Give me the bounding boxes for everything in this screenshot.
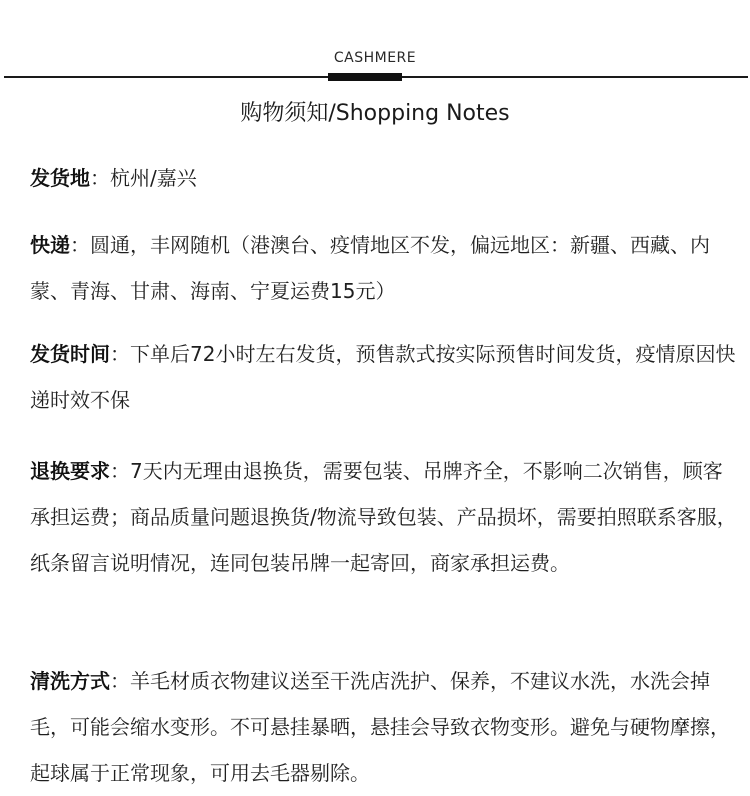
section-return-policy [30, 448, 740, 586]
section-shipping-time [30, 331, 740, 423]
section-label: 退换要求 [30, 459, 110, 483]
brand-name: CASHMERE [333, 50, 417, 66]
section-text: 下单后72小时左右发货，预售款式按实际预售时间发货，疫情原因快递时效不保 [30, 342, 736, 412]
section-label: 清洗方式 [30, 669, 110, 693]
section-label: 发货地 [30, 166, 90, 190]
section-text: 杭州/嘉兴 [110, 166, 197, 190]
section-text: 圆通，丰网随机（港澳台、疫情地区不发，偏远地区：新疆、西藏、内蒙、青海、甘肃、海南、宁夏运费15元） [30, 233, 710, 303]
section-separator: ： [90, 166, 110, 190]
section-text: 羊毛材质衣物建议送至干洗店洗护、保养，不建议水洗，水洗会掉毛，可能会缩水变形。不可悬挂暴晒，悬挂会导致衣物变形。避免与硬物摩擦，起球属于正常现象，可用去毛器剔除。 [30, 669, 730, 785]
header-rule-tab [328, 73, 402, 81]
page-title: 购物须知/Shopping Notes [240, 101, 510, 126]
section-courier [30, 222, 740, 314]
section-label: 发货时间 [30, 342, 110, 366]
section-label: 快递 [30, 233, 70, 257]
section-separator: ： [110, 459, 130, 483]
section-separator: ： [110, 669, 130, 693]
section-washing [30, 658, 740, 796]
section-text: 7天内无理由退换货，需要包装、吊牌齐全，不影响二次销售，顾客承担运费；商品质量问题退换货/物流导致包装、产品损坏，需要拍照联系客服，纸条留言说明情况，连同包装吊牌一起寄回，商家承担运费。 [30, 459, 737, 575]
section-separator: ： [110, 342, 130, 366]
section-separator: ： [70, 233, 90, 257]
section-shipping-origin [30, 155, 740, 201]
